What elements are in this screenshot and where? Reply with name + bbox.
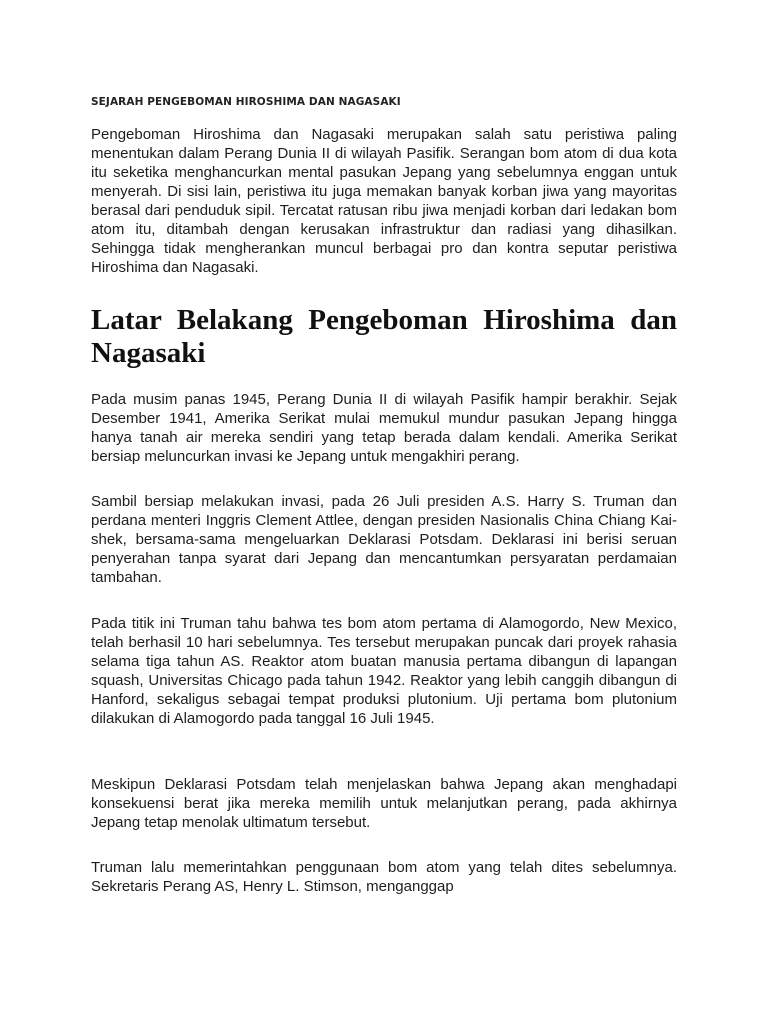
body-paragraph: Meskipun Deklarasi Potsdam telah menjelaskan bahwa Jepang akan menghadapi konsekuensi berat jika mereka memilih untuk melanjutkan perang, pada akhirnya Jepang tetap menolak ultimatum tersebut. [91,776,677,831]
document-title: SEJARAH PENGEBOMAN HIROSHIMA DAN NAGASAKI [91,96,401,108]
section-heading: Latar Belakang Pengeboman Hiroshima dan Nagasaki [91,304,677,369]
body-paragraph: Truman lalu memerintahkan penggunaan bom atom yang telah dites sebelumnya. Sekretaris Perang AS, Henry L. Stimson, menganggap [91,859,677,895]
body-paragraph: Sambil bersiap melakukan invasi, pada 26 Juli presiden A.S. Harry S. Truman dan perdana menteri Inggris Clement Attlee, dengan presiden Nasionalis China Chiang Kai-shek, bersama-sama mengeluarkan Deklarasi Potsdam. Deklarasi ini berisi seruan penyerahan tanpa syarat dari Jepang dan mencantumkan persyaratan perdamaian tambahan. [91,493,677,586]
body-paragraph: Pada musim panas 1945, Perang Dunia II di wilayah Pasifik hampir berakhir. Sejak Desember 1941, Amerika Serikat mulai memukul mundur pasukan Jepang hingga hanya tanah air mereka sendiri yang tetap berada dalam kendali. Amerika Serikat bersiap meluncurkan invasi ke Jepang untuk mengakhiri perang. [91,391,677,465]
body-paragraph: Pada titik ini Truman tahu bahwa tes bom atom pertama di Alamogordo, New Mexico, telah berhasil 10 hari sebelumnya. Tes tersebut merupakan puncak dari proyek rahasia selama tiga tahun AS. Reaktor atom buatan manusia pertama dibangun di lapangan squash, Universitas Chicago pada tahun 1942. Reaktor yang lebih canggih dibangun di Hanford, sekaligus sebagai tempat produksi plutonium. Uji pertama bom plutonium dilakukan di Alamogordo pada tanggal 16 Juli 1945. [91,615,677,727]
intro-paragraph: Pengeboman Hiroshima dan Nagasaki merupakan salah satu peristiwa paling menentukan dalam Perang Dunia II di wilayah Pasifik. Serangan bom atom di dua kota itu seketika menghancurkan mental pasukan Jepang yang sebelumnya enggan untuk menyerah. Di sisi lain, peristiwa itu juga memakan banyak korban jiwa yang mayoritas berasal dari penduduk sipil. Tercatat ratusan ribu jiwa menjadi korban dari ledakan bom atom itu, ditambah dengan kerusakan infrastruktur dan radiasi yang dihasilkan. Sehingga tidak mengherankan muncul berbagai pro dan kontra seputar peristiwa Hiroshima dan Nagasaki. [91,126,677,276]
